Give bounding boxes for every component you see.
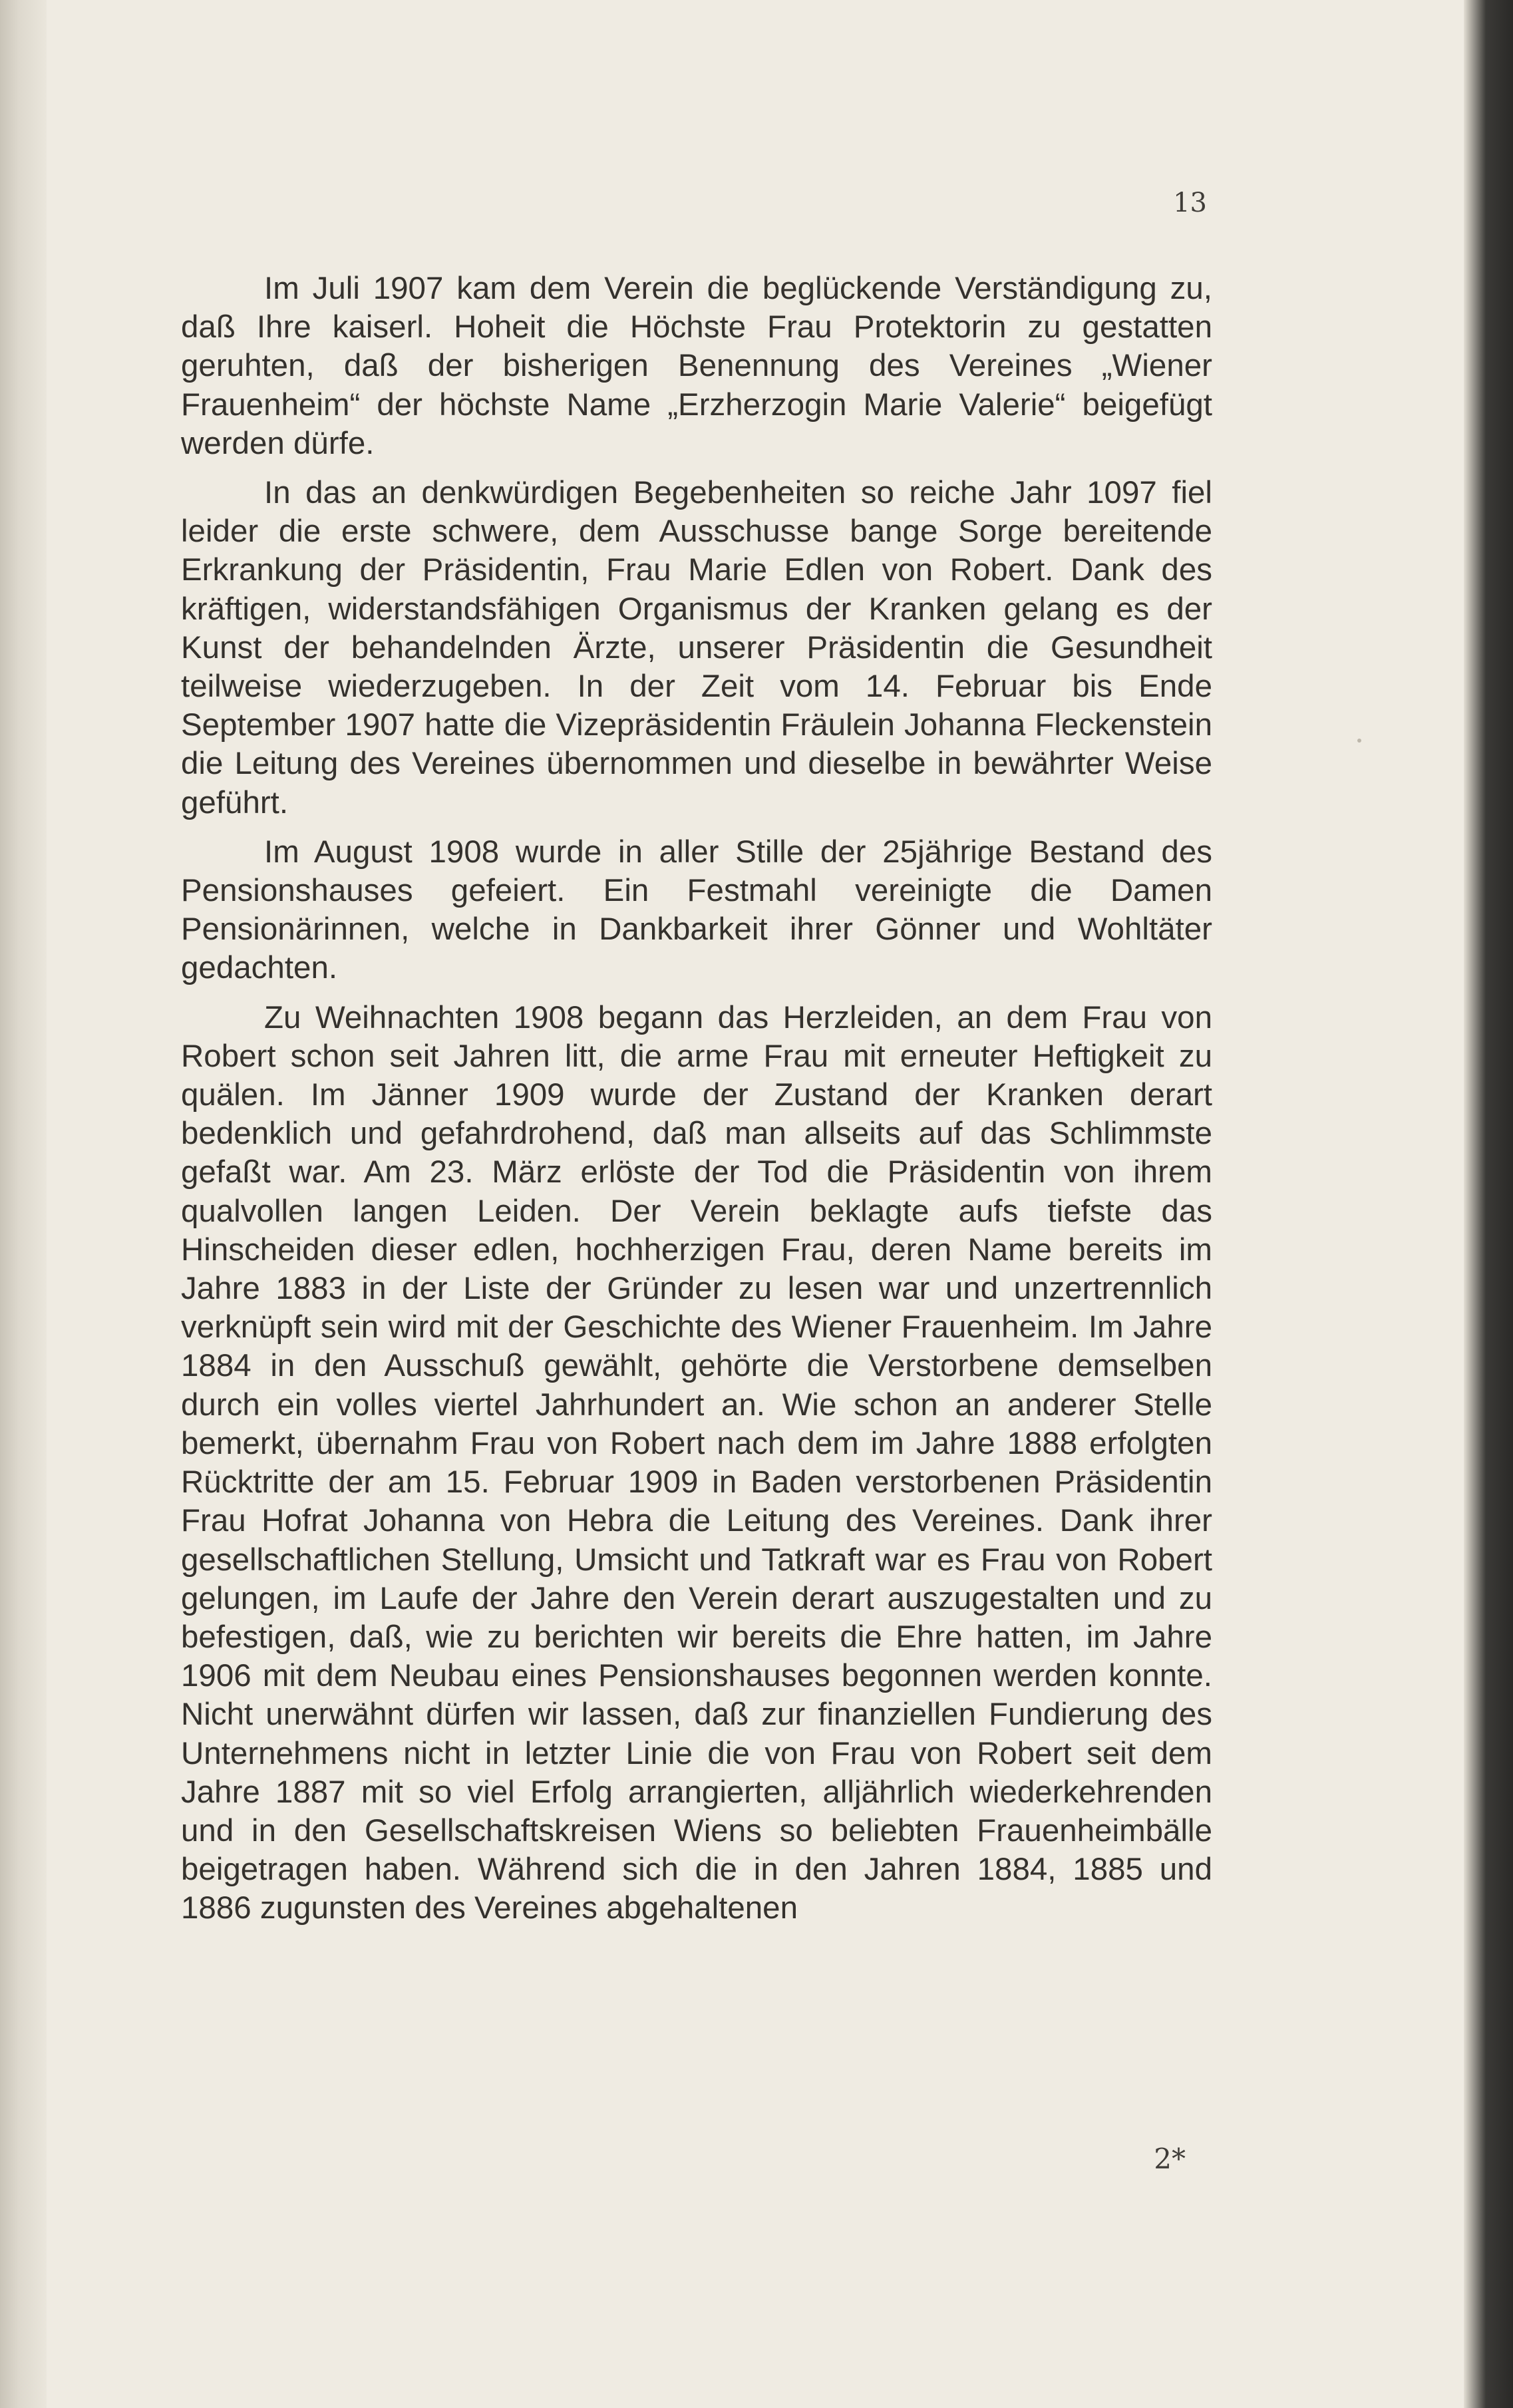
printer-signature-mark: 2* xyxy=(1154,2143,1186,2175)
page-edge-shadow xyxy=(1464,0,1513,2408)
paper-speck xyxy=(1357,739,1361,743)
paragraph-1: Im Juli 1907 kam dem Verein die beglückende Verständigung zu, daß Ihre kaiserl. Hoheit die Höchste Frau Protektorin zu gestatten geruhten, daß der bisherigen Benennung des Vereines „Wiener Frauenheim“ der höchste Name „Erzherzogin Marie Valerie“ beigefügt werden dürfe. xyxy=(181,271,1212,461)
paragraph-2: In das an denkwürdigen Begebenheiten so reiche Jahr 1097 fiel leider die erste schwere, dem Ausschusse bange Sorge bereitende Erkrankung der Präsidentin, Frau Marie Edlen von Robert. Dank des kräftigen, widerstandsfähigen Organismus der Kranken gelang es der Kunst der behandelnden Ärzte, unserer Präsidentin die Gesundheit teilweise wiederzugeben. In der Zeit vom 14. Februar bis Ende September 1907 hatte die Vizepräsidentin Fräulein Johanna Fleckenstein die Leitung des Vereines übernommen und dieselbe in bewährter Weise geführt. xyxy=(181,475,1212,820)
body-text xyxy=(181,269,1212,1939)
binding-gutter xyxy=(0,0,47,2408)
paragraph-4: Zu Weihnachten 1908 begann das Herzleiden, an dem Frau von Robert schon seit Jahren litt, die arme Frau mit erneuter Heftigkeit zu quälen. Im Jänner 1909 wurde der Zustand der Kranken derart bedenklich und gefahrdrohend, daß man allseits auf das Schlimmste gefaßt war. Am 23. März erlöste der Tod die Präsidentin von ihrem qualvollen langen Leiden. Der Verein beklagte aufs tiefste das Hinscheiden dieser edlen, hochherzigen Frau, deren Name bereits im Jahre 1883 in der Liste der Gründer zu lesen war und unzertrennlich verknüpft sein wird mit der Geschichte des Wiener Frauenheim. Im Jahre 1884 in den Ausschuß gewählt, gehörte die Verstorbene demselben durch ein volles viertel Jahrhundert an. Wie schon an anderer Stelle bemerkt, übernahm Frau von Robert nach dem im Jahre 1888 erfolgten Rücktritte der am 15. Februar 1909 in Baden verstorbenen Präsidentin Frau Hofrat Johanna von Hebra die Leitung des Vereines. Dank ihrer gesellschaftlichen Stellung, Umsicht und Tatkraft war es Frau von Robert gelungen, im Laufe der Jahre den Verein derart auszugestalten und zu befestigen, daß, wie zu berichten wir bereits die Ehre hatten, im Jahre 1906 mit dem Neubau eines Pensionshauses begonnen werden konnte. Nicht unerwähnt dürfen wir lassen, daß zur finanziellen Fundierung des Unternehmens nicht in letzter Linie die von Frau von Robert seit dem Jahre 1887 mit so viel Erfolg arrangierten, alljährlich wiederkehrenden und in den Gesellschaftskreisen Wiens so beliebten Frauenheimbälle beigetragen haben. Während sich die in den Jahren 1884, 1885 und 1886 zugunsten des Vereines abgehaltenen xyxy=(181,999,1212,1926)
page-number: 13 xyxy=(1173,188,1207,218)
paragraph-3: Im August 1908 wurde in aller Stille der 25jährige Bestand des Pensionshauses gefeiert. Ein Festmahl vereinigte die Damen Pensionärinnen, welche in Dankbarkeit ihrer Gönner und Wohltäter gedachten. xyxy=(181,834,1212,986)
